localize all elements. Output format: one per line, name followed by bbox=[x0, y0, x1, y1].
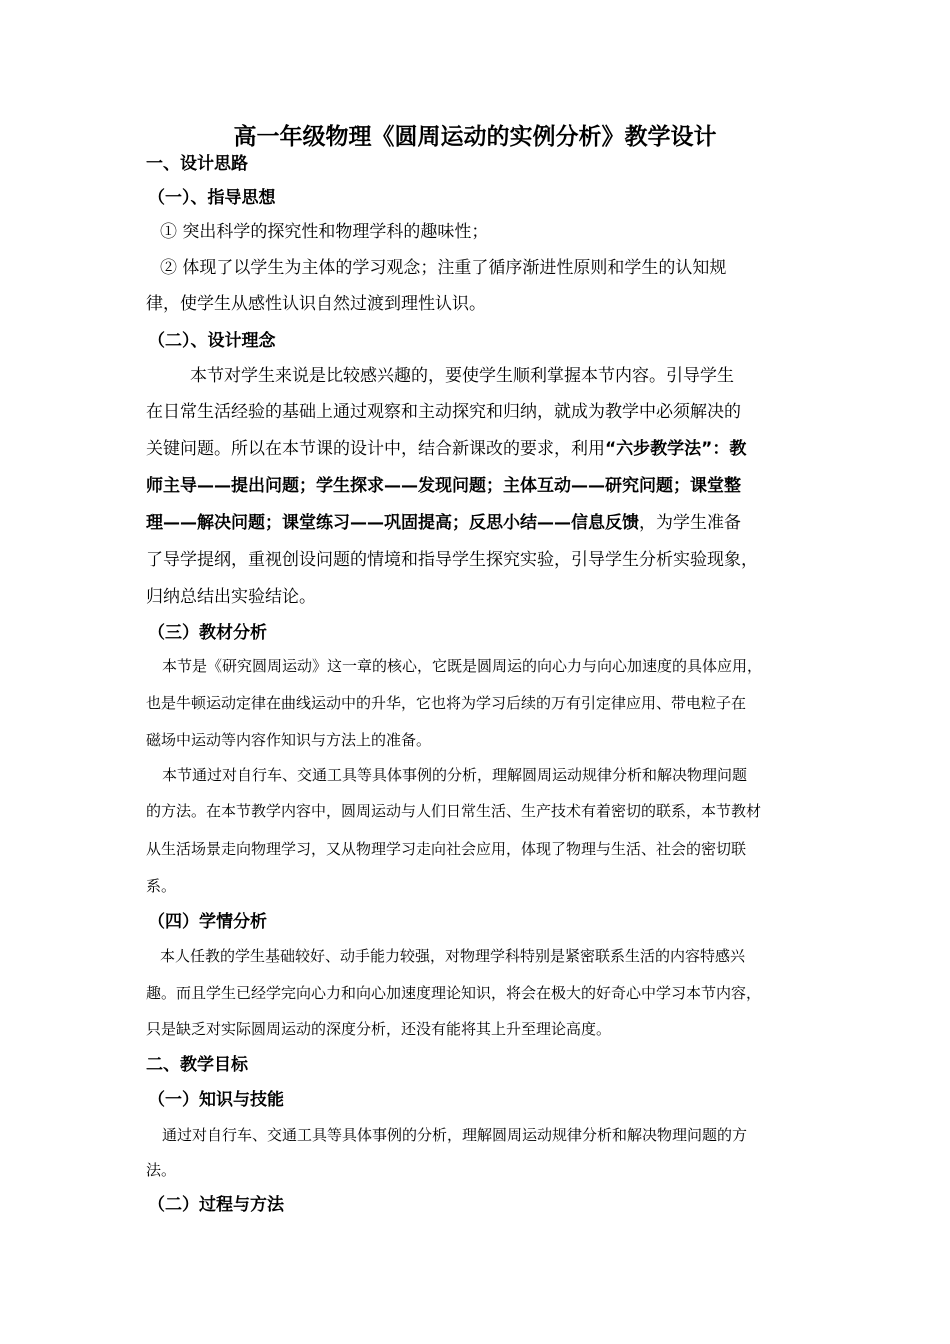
concept-line-6: 了导学提纲，重视创设问题的情境和指导学生探究实验，引导学生分析实验现象， bbox=[146, 550, 758, 570]
document-title: 高一年级物理《圆周运动的实例分析》教学设计 bbox=[233, 124, 717, 150]
students-line-3: 只是缺乏对实际圆周运动的深度分析，还没有能将其上升至理论高度。 bbox=[146, 1020, 612, 1038]
subheading-design-concept: （二）、设计理念 bbox=[148, 331, 276, 351]
guiding-item-2-line-1: ② 体现了以学生为主体的学习观念；注重了循序渐进性原则和学生的认知规 bbox=[160, 258, 727, 278]
guiding-item-2-line-2: 律，使学生从感性认识自然过渡到理性认识。 bbox=[146, 294, 486, 314]
subheading-material-analysis: （三）教材分析 bbox=[148, 623, 267, 643]
subheading-student-analysis: （四）学情分析 bbox=[148, 912, 267, 932]
subheading-process-methods: （二）过程与方法 bbox=[148, 1195, 284, 1215]
concept-line-7: 归纳总结出实验结论。 bbox=[146, 587, 316, 607]
subheading-guiding-ideology: （一）、指导思想 bbox=[148, 188, 276, 208]
concept-line-4: 师主导——提出问题；学生探求——发现问题；主体互动——研究问题；课堂整 bbox=[146, 476, 741, 496]
concept-line-5 bbox=[146, 511, 741, 535]
concept-line-2: 在日常生活经验的基础上通过观察和主动探究和归纳，就成为教学中必须解决的 bbox=[146, 402, 741, 422]
material-p2-line-1: 本节通过对自行车、交通工具等具体事例的分析，理解圆周运动规律分析和解决物理问题 bbox=[162, 766, 748, 784]
concept-line-1: 本节对学生来说是比较感兴趣的，要使学生顺利掌握本节内容。引导学生 bbox=[190, 366, 734, 386]
section-heading-teaching-goals: 二、教学目标 bbox=[146, 1055, 248, 1075]
students-line-1: 本人任教的学生基础较好、动手能力较强，对物理学科特别是紧密联系生活的内容特感兴 bbox=[160, 947, 746, 965]
material-p1-line-3: 磁场中运动等内容作知识与方法上的准备。 bbox=[146, 731, 432, 749]
material-p2-line-4: 系。 bbox=[146, 877, 177, 895]
material-p1-line-2: 也是牛顿运动定律在曲线运动中的升华，它也将为学习后续的万有引定律应用、带电粒子在 bbox=[146, 694, 747, 712]
students-line-2: 趣。而且学生已经学完向心力和向心加速度理论知识，将会在极大的好奇心中学习本节内容， bbox=[146, 984, 762, 1002]
six-step-method-label: “六步教学法”：教 bbox=[605, 439, 747, 459]
knowledge-line-1: 通过对自行车、交通工具等具体事例的分析，理解圆周运动规律分析和解决物理问题的方 bbox=[162, 1126, 748, 1144]
guiding-item-1: ① 突出科学的探究性和物理学科的趣味性； bbox=[160, 222, 489, 242]
material-p2-line-2: 的方法。在本节教学内容中，圆周运动与人们日常生活、生产技术有着密切的联系，本节教材 bbox=[146, 802, 762, 820]
material-p2-line-3: 从生活场景走向物理学习，又从物理学习走向社会应用，体现了物理与生活、社会的密切联 bbox=[146, 840, 747, 858]
concept-line-3 bbox=[146, 437, 746, 461]
section-heading-design-thinking: 一、设计思路 bbox=[146, 154, 248, 174]
material-p1-line-1: 本节是《研究圆周运动》这一章的核心，它既是圆周运的向心力与向心加速度的具体应用， bbox=[162, 657, 763, 675]
concept-line-3-text: 关键问题。所以在本节课的设计中，结合新课改的要求，利用 bbox=[146, 439, 605, 459]
subheading-knowledge-skills: （一）知识与技能 bbox=[148, 1090, 284, 1110]
concept-line-5-bold: 理——解决问题；课堂练习——巩固提高；反思小结——信息反馈 bbox=[146, 513, 639, 533]
concept-line-5-text: ，为学生准备 bbox=[639, 513, 741, 533]
knowledge-line-2: 法。 bbox=[146, 1161, 177, 1179]
